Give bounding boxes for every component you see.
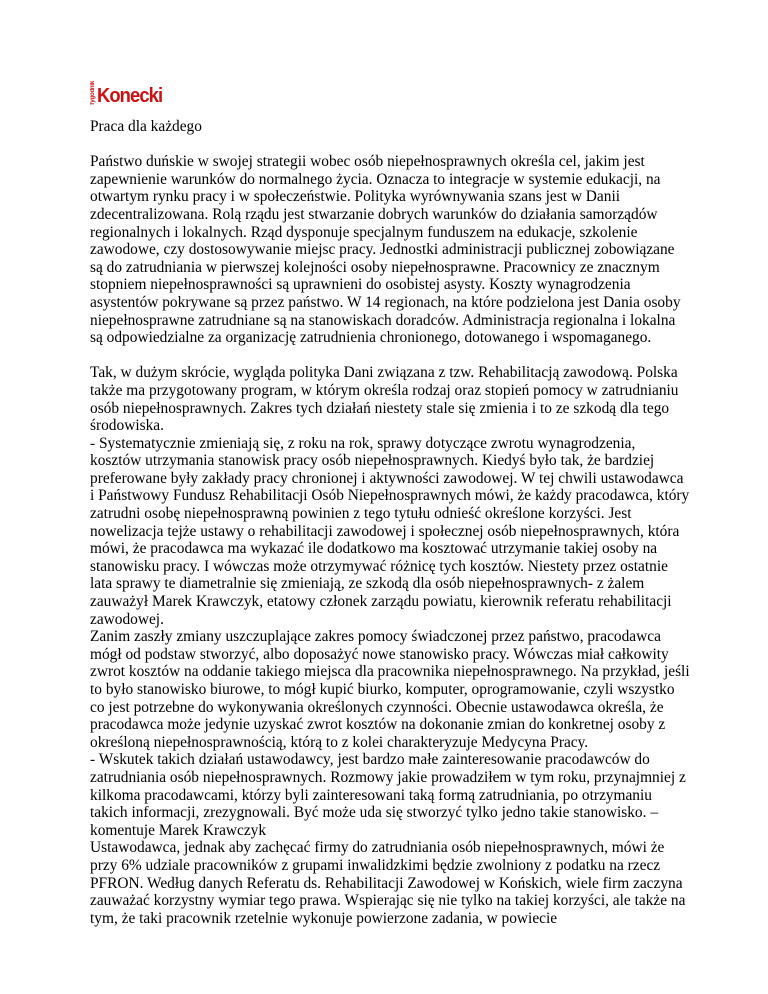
article-paragraph-1: Państwo duńskie w swojej strategii wobec osób niepełnosprawnych określa cel, jakim jest zapewnienie warunków do normalnego życia. Oznacza to integracje w systemie edukacji, na otwartym rynku pracy i w społeczeństwie. Polityka wyrównywania szans jest w Danii zdecentralizowana. Rolą rządu jest stwarzanie dobrych warunków do działania samorządów regionalnych i lokalnych. Rząd dysponuje specjalnym funduszem na edukacje, szkolenie zawodowe, czy dostosowywanie miejsc pracy. Jednostki administracji publicznej zobowiązane są do zatrudniania w pierwszej kolejności osoby niepełnosprawne. Pracownicy ze znacznym stopniem niepełnosprawności są uprawnieni do osobistej asysty. Koszty wynagrodzenia asystentów pokrywane są przez państwo. W 14 regionach, na które podzielona jest Dania osoby niepełnosprawne zatrudniane są na stanowiskach doradców. Administracja regionalna i lokalna są odpowiedzialne za organizację zatrudnienia chronionego, dotowanego i wspomaganego. [90, 153, 681, 347]
logo-main-text: Konecki [97, 85, 163, 107]
paragraph-spacer [90, 347, 690, 365]
document-page [90, 81, 690, 927]
logo-small-text: Tygodnik [90, 81, 96, 106]
article-paragraph-2: Tak, w dużym skrócie, wygląda polityka Dani związana z tzw. Rehabilitacją zawodową. Polska także ma przygotowany program, w którym określa rodzaj oraz stopień pomocy w zatrudnianiu osób niepełnosprawnych. Zakres tych działań niestety stale się zmienia i to ze szkodą dla tego środowiska. - Systematycznie zmieniają się, z roku na rok, sprawy dotyczące zwrotu wynagrodzenia, kosztów utrzymania stanowisk pracy osób niepełnosprawnych. Kiedyś było tak, że bardziej preferowane były zakłady pracy chronionej i aktywności zawodowej. W tej chwili ustawodawca i Państwowy Fundusz Rehabilitacji Osób Niepełnosprawnych mówi, że każdy pracodawca, który zatrudni osobę niepełnosprawną powinien z tego tytułu odnieść określone korzyści. Jest nowelizacja tejże ustawy o rehabilitacji zawodowej i społecznej osób niepełnosprawnych, która mówi, że pracodawca ma wykazać ile dodatkowo ma kosztować utrzymanie takiej osoby na stanowisku pracy. I wówczas może otrzymywać różnicę tych kosztów. Niestety przez ostatnie lata sprawy te diametralnie się zmieniają, ze szkodą dla osób niepełnosprawnych- z żalem zauważył Marek Krawczyk, etatowy członek zarządu powiatu, kierownik referatu rehabilitacji zawodowej. Zanim zaszły zmiany uszczuplające zakres pomocy świadczonej przez państwo, pracodawca mógł od podstaw stworzyć, albo doposażyć nowe stanowisko pracy. Wówczas miał całkowity zwrot kosztów na oddanie takiego miejsca dla pracownika niepełnosprawnego. Na przykład, jeśli to było stanowisko biurowe, to mógł kupić biurko, komputer, oprogramowanie, czyli wszystko co jest potrzebne do wykonywania określonych czynności. Obecnie ustawodawca określa, że pracodawca może jedynie uzyskać zwrot kosztów na dokonanie zmian do konkretnej osoby z określoną niepełnosprawnością, którą to z kolei charakteryzuje Medycyna Pracy. - Wskutek takich działań ustawodawcy, jest bardzo małe zainteresowanie pracodawców do zatrudniania osób niepełnosprawnych. Rozmowy jakie prowadziłem w tym roku, przynajmniej z kilkoma pracodawcami, którzy byli zainteresowani taką formą zatrudniania, po otrzymaniu takich informacji, zrezygnowali. Być może uda się stworzyć tylko jedno takie stanowisko. – komentuje Marek Krawczyk Ustawodawca, jednak aby zachęcać firmy do zatrudniania osób niepełnosprawnych, mówi że przy 6% udziale pracowników z grupami inwalidzkimi będzie zwolniony z podatku na rzecz PFRON. Według danych Referatu ds. Rehabilitacji Zawodowej w Końskich, wiele firm zaczyna zauważać korzystny wymiar tego prawa. Wspierając się nie tylko na takiej korzyści, ale także na tym, że taki pracownik rzetelnie wykonuje powierzone zadania, w powiecie [90, 364, 690, 927]
newspaper-logo [90, 81, 690, 107]
article-title: Praca dla każdego [90, 118, 202, 135]
